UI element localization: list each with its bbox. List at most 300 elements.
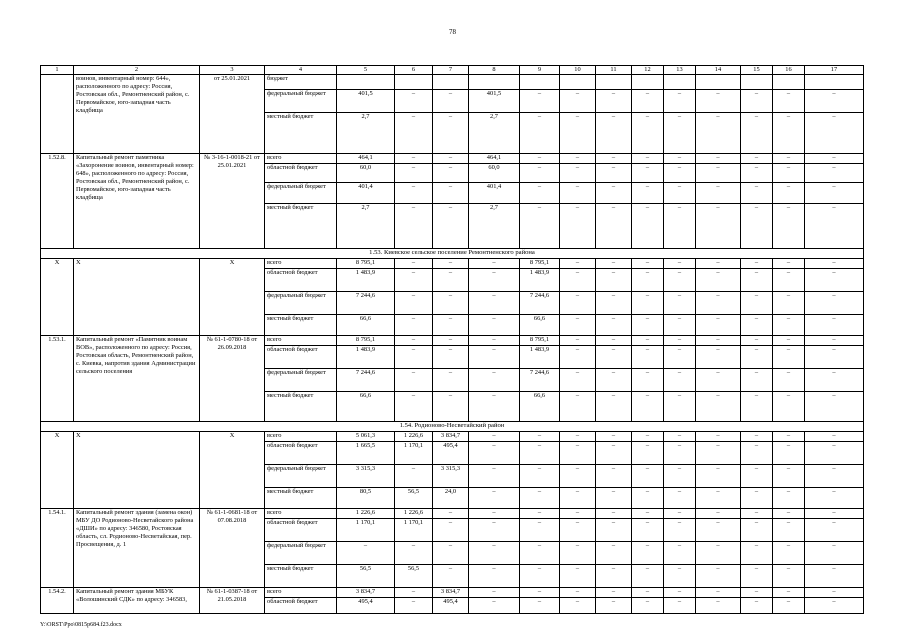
amount-cell: 56,5 (337, 565, 395, 588)
budget-source: областной бюджет (265, 164, 337, 183)
amount-cell: – (395, 164, 433, 183)
budget-source: местный бюджет (265, 565, 337, 588)
amount-cell: – (664, 90, 696, 113)
amount-cell: 3 834,7 (433, 432, 469, 442)
amount-cell: – (741, 509, 773, 519)
amount-cell: – (696, 113, 741, 154)
column-number: 9 (520, 66, 560, 75)
amount-cell: 7 244,6 (337, 369, 395, 392)
amount-cell (632, 75, 664, 90)
amount-cell: – (395, 588, 433, 598)
amount-cell: – (805, 392, 864, 422)
amount-cell: 60,0 (337, 164, 395, 183)
amount-cell: 2,7 (469, 113, 520, 154)
amount-cell: – (773, 465, 805, 488)
budget-source: федеральный бюджет (265, 369, 337, 392)
amount-cell: – (469, 292, 520, 315)
amount-cell: – (632, 154, 664, 164)
amount-cell: 1 170,1 (395, 442, 433, 465)
section-row (41, 422, 864, 432)
budget-source: областной бюджет (265, 598, 337, 614)
amount-cell: – (520, 442, 560, 465)
amount-cell: – (805, 154, 864, 164)
column-number: 10 (560, 66, 596, 75)
document-reference: Х (200, 432, 265, 509)
amount-cell: – (433, 519, 469, 542)
amount-cell: 5 061,3 (337, 432, 395, 442)
amount-cell: – (469, 259, 520, 269)
budget-table (40, 65, 864, 614)
amount-cell: – (696, 442, 741, 465)
budget-source: местный бюджет (265, 488, 337, 509)
amount-cell: – (805, 259, 864, 269)
amount-cell: – (520, 113, 560, 154)
column-number: 3 (200, 66, 265, 75)
amount-cell: – (596, 509, 632, 519)
amount-cell: 1 483,9 (337, 269, 395, 292)
amount-cell: – (664, 315, 696, 336)
budget-source: областной бюджет (265, 442, 337, 465)
amount-cell: – (696, 259, 741, 269)
amount-cell: 66,6 (337, 315, 395, 336)
amount-cell: – (741, 369, 773, 392)
amount-cell: – (696, 269, 741, 292)
amount-cell: – (741, 542, 773, 565)
amount-cell: – (805, 369, 864, 392)
amount-cell: – (664, 392, 696, 422)
amount-cell: – (773, 509, 805, 519)
amount-cell: 1 170,1 (337, 519, 395, 542)
amount-cell: – (696, 369, 741, 392)
amount-cell: – (596, 488, 632, 509)
amount-cell: – (395, 154, 433, 164)
amount-cell (664, 75, 696, 90)
amount-cell: – (520, 90, 560, 113)
amount-cell: – (773, 154, 805, 164)
amount-cell: 66,6 (520, 315, 560, 336)
amount-cell: – (805, 292, 864, 315)
object-description: Капитальный ремонт здания МБУК «Волошинский СДК» по адресу: 346583, (74, 588, 200, 614)
amount-cell: 495,4 (433, 442, 469, 465)
amount-cell: 56,5 (395, 488, 433, 509)
amount-cell: – (741, 259, 773, 269)
amount-cell: – (664, 369, 696, 392)
amount-cell (337, 75, 395, 90)
amount-cell: 3 834,7 (433, 588, 469, 598)
amount-cell: 464,1 (469, 154, 520, 164)
amount-cell: – (596, 565, 632, 588)
amount-cell: – (433, 292, 469, 315)
item-number: 1.54.2. (41, 588, 74, 614)
amount-cell: 1 665,5 (337, 442, 395, 465)
amount-cell: – (741, 113, 773, 154)
amount-cell: – (632, 113, 664, 154)
amount-cell: – (469, 598, 520, 614)
amount-cell: 1 483,9 (520, 269, 560, 292)
amount-cell: 1 226,6 (337, 509, 395, 519)
amount-cell: – (741, 292, 773, 315)
amount-cell: – (632, 442, 664, 465)
table-body (41, 66, 864, 614)
amount-cell: – (395, 465, 433, 488)
amount-cell (773, 75, 805, 90)
amount-cell: – (696, 164, 741, 183)
amount-cell: 1 483,9 (337, 346, 395, 369)
amount-cell: – (560, 315, 596, 336)
amount-cell: – (741, 488, 773, 509)
amount-cell: – (805, 269, 864, 292)
amount-cell: – (773, 113, 805, 154)
amount-cell: – (773, 432, 805, 442)
amount-cell: – (741, 565, 773, 588)
amount-cell: – (596, 154, 632, 164)
amount-cell: – (805, 336, 864, 346)
amount-cell: – (741, 269, 773, 292)
amount-cell: 3 315,3 (337, 465, 395, 488)
amount-cell: – (741, 598, 773, 614)
amount-cell: – (664, 154, 696, 164)
budget-source: всего (265, 336, 337, 346)
amount-cell: – (596, 598, 632, 614)
amount-cell: – (696, 204, 741, 249)
amount-cell: – (741, 465, 773, 488)
amount-cell: – (560, 542, 596, 565)
amount-cell: – (560, 565, 596, 588)
amount-cell: – (433, 90, 469, 113)
amount-cell: – (741, 154, 773, 164)
amount-cell: – (560, 154, 596, 164)
budget-source: областной бюджет (265, 346, 337, 369)
section-row (41, 249, 864, 259)
amount-cell: – (696, 588, 741, 598)
amount-cell: – (696, 465, 741, 488)
amount-cell: 1 226,6 (395, 509, 433, 519)
amount-cell (469, 75, 520, 90)
amount-cell (696, 75, 741, 90)
column-number: 8 (469, 66, 520, 75)
amount-cell: – (632, 292, 664, 315)
amount-cell: – (696, 154, 741, 164)
amount-cell: – (741, 346, 773, 369)
amount-cell: – (664, 269, 696, 292)
amount-cell: – (433, 369, 469, 392)
amount-cell: – (469, 565, 520, 588)
amount-cell: – (520, 488, 560, 509)
budget-source: областной бюджет (265, 269, 337, 292)
column-number: 2 (74, 66, 200, 75)
amount-cell: – (632, 259, 664, 269)
document-reference: № 61-1-0387-18 от 21.05.2018 (200, 588, 265, 614)
amount-cell: – (741, 432, 773, 442)
amount-cell: – (805, 565, 864, 588)
amount-cell: – (773, 315, 805, 336)
amount-cell (741, 75, 773, 90)
amount-cell: – (696, 315, 741, 336)
amount-cell: 401,4 (337, 183, 395, 204)
amount-cell: – (696, 598, 741, 614)
amount-cell: – (560, 183, 596, 204)
amount-cell: 401,5 (337, 90, 395, 113)
budget-source: федеральный бюджет (265, 465, 337, 488)
amount-cell: 2,7 (469, 204, 520, 249)
amount-cell: – (395, 183, 433, 204)
amount-cell: – (773, 392, 805, 422)
amount-cell: – (632, 565, 664, 588)
column-number: 15 (741, 66, 773, 75)
object-description: Х (74, 259, 200, 336)
amount-cell: – (805, 315, 864, 336)
amount-cell: – (395, 336, 433, 346)
amount-cell (560, 75, 596, 90)
amount-cell: – (560, 292, 596, 315)
amount-cell: – (664, 598, 696, 614)
amount-cell: – (560, 519, 596, 542)
budget-source: местный бюджет (265, 113, 337, 154)
amount-cell: – (805, 90, 864, 113)
column-number: 7 (433, 66, 469, 75)
amount-cell: – (696, 90, 741, 113)
amount-cell: – (773, 336, 805, 346)
amount-cell: – (520, 509, 560, 519)
column-number: 1 (41, 66, 74, 75)
amount-cell (596, 75, 632, 90)
item-number: Х (41, 432, 74, 509)
amount-cell: – (664, 488, 696, 509)
amount-cell: – (741, 442, 773, 465)
amount-cell: 1 483,9 (520, 346, 560, 369)
amount-cell: – (469, 588, 520, 598)
amount-cell: – (596, 315, 632, 336)
amount-cell: – (664, 542, 696, 565)
budget-source: федеральный бюджет (265, 90, 337, 113)
amount-cell: – (560, 509, 596, 519)
amount-cell: – (433, 259, 469, 269)
amount-cell: 8 795,1 (337, 259, 395, 269)
table-row (41, 432, 864, 442)
amount-cell: – (632, 519, 664, 542)
budget-source: всего (265, 509, 337, 519)
amount-cell: – (596, 336, 632, 346)
amount-cell: 7 244,6 (520, 369, 560, 392)
amount-cell: – (395, 204, 433, 249)
table-row (41, 154, 864, 164)
amount-cell: – (596, 204, 632, 249)
amount-cell: – (805, 542, 864, 565)
item-number: 1.52.8. (41, 154, 74, 249)
amount-cell: – (664, 509, 696, 519)
amount-cell: – (696, 346, 741, 369)
amount-cell: – (433, 336, 469, 346)
amount-cell: – (395, 346, 433, 369)
budget-source: федеральный бюджет (265, 542, 337, 565)
amount-cell: – (805, 113, 864, 154)
amount-cell: – (433, 204, 469, 249)
amount-cell: – (741, 336, 773, 346)
amount-cell: – (632, 346, 664, 369)
amount-cell: – (560, 90, 596, 113)
amount-cell: – (632, 392, 664, 422)
amount-cell: – (741, 588, 773, 598)
amount-cell: – (805, 465, 864, 488)
amount-cell (520, 75, 560, 90)
amount-cell: – (560, 442, 596, 465)
amount-cell: 2,7 (337, 113, 395, 154)
amount-cell: – (696, 488, 741, 509)
amount-cell (805, 75, 864, 90)
amount-cell: – (395, 598, 433, 614)
amount-cell: – (520, 542, 560, 565)
amount-cell: – (469, 392, 520, 422)
amount-cell: – (773, 204, 805, 249)
amount-cell: – (664, 113, 696, 154)
amount-cell: – (773, 519, 805, 542)
amount-cell: – (696, 183, 741, 204)
column-number: 11 (596, 66, 632, 75)
column-number: 6 (395, 66, 433, 75)
amount-cell: – (469, 269, 520, 292)
amount-cell: – (395, 269, 433, 292)
amount-cell: – (664, 292, 696, 315)
document-reference: от 25.01.2021 (200, 75, 265, 154)
item-number (41, 75, 74, 154)
amount-cell: – (741, 519, 773, 542)
amount-cell: – (469, 465, 520, 488)
amount-cell: – (741, 164, 773, 183)
amount-cell: – (469, 336, 520, 346)
column-number: 5 (337, 66, 395, 75)
amount-cell: – (773, 598, 805, 614)
amount-cell: 8 795,1 (520, 336, 560, 346)
amount-cell: – (805, 519, 864, 542)
budget-source: местный бюджет (265, 392, 337, 422)
amount-cell: – (433, 113, 469, 154)
amount-cell: – (664, 588, 696, 598)
amount-cell: – (741, 315, 773, 336)
amount-cell: – (596, 542, 632, 565)
amount-cell: – (596, 369, 632, 392)
column-number: 17 (805, 66, 864, 75)
budget-source: всего (265, 154, 337, 164)
amount-cell: – (560, 369, 596, 392)
amount-cell: – (469, 509, 520, 519)
amount-cell: 1 226,6 (395, 432, 433, 442)
amount-cell: – (395, 315, 433, 336)
amount-cell: – (773, 183, 805, 204)
budget-source: всего (265, 432, 337, 442)
table-row (41, 75, 864, 90)
amount-cell: – (632, 598, 664, 614)
amount-cell: 3 834,7 (337, 588, 395, 598)
amount-cell: – (469, 519, 520, 542)
amount-cell: – (696, 519, 741, 542)
table-row (41, 259, 864, 269)
amount-cell (433, 75, 469, 90)
amount-cell: – (773, 90, 805, 113)
amount-cell: – (773, 565, 805, 588)
amount-cell: – (469, 315, 520, 336)
column-number-row (41, 66, 864, 75)
file-path-footer: Y:\ORST\Ppo\0815p684.f23.docx (40, 622, 122, 628)
amount-cell: – (520, 588, 560, 598)
amount-cell: – (520, 154, 560, 164)
amount-cell: 3 315,3 (433, 465, 469, 488)
amount-cell: 24,0 (433, 488, 469, 509)
amount-cell: – (433, 269, 469, 292)
object-description: Х (74, 432, 200, 509)
amount-cell: – (395, 90, 433, 113)
amount-cell: – (805, 488, 864, 509)
amount-cell: – (520, 432, 560, 442)
amount-cell: – (805, 588, 864, 598)
amount-cell: – (664, 565, 696, 588)
amount-cell: – (596, 259, 632, 269)
amount-cell: 495,4 (337, 598, 395, 614)
amount-cell: – (632, 509, 664, 519)
amount-cell: – (395, 392, 433, 422)
page-number: 78 (449, 28, 456, 36)
amount-cell: – (560, 336, 596, 346)
budget-source: местный бюджет (265, 315, 337, 336)
amount-cell: – (596, 292, 632, 315)
amount-cell: 1 170,1 (395, 519, 433, 542)
amount-cell: – (433, 183, 469, 204)
column-number: 4 (265, 66, 337, 75)
amount-cell: – (664, 465, 696, 488)
amount-cell: – (696, 432, 741, 442)
amount-cell: – (664, 346, 696, 369)
amount-cell: – (520, 598, 560, 614)
amount-cell: – (560, 392, 596, 422)
budget-source: федеральный бюджет (265, 183, 337, 204)
table-row (41, 336, 864, 346)
amount-cell: – (805, 432, 864, 442)
amount-cell: 2,7 (337, 204, 395, 249)
amount-cell: – (596, 519, 632, 542)
object-description: Капитальный ремонт здания (замена окон) МБУ ДО Родионово-Несветайского района «ДШИ» по адресу: 346580, Ростовская область, сл. Родионово-Несветайская, пер. Просвещения, д. 1 (74, 509, 200, 588)
object-description: Капитальный ремонт памятника «Захоронение воинов, инвентарный номер: 648», расположенного по адресу: Россия, Ростовская обл., Ремонтненский район, с. Первомайское, юго-западная часть кладбища (74, 154, 200, 249)
amount-cell: – (469, 346, 520, 369)
amount-cell: 401,4 (469, 183, 520, 204)
amount-cell: – (741, 392, 773, 422)
amount-cell: – (469, 488, 520, 509)
amount-cell: – (560, 113, 596, 154)
amount-cell: – (696, 565, 741, 588)
amount-cell: – (469, 542, 520, 565)
amount-cell: – (632, 183, 664, 204)
budget-source: федеральный бюджет (265, 292, 337, 315)
amount-cell: – (741, 204, 773, 249)
amount-cell: – (596, 465, 632, 488)
amount-cell: – (773, 588, 805, 598)
section-title: 1.54. Родионово-Несветайский район (41, 422, 864, 432)
column-number: 13 (664, 66, 696, 75)
item-number: 1.53.1. (41, 336, 74, 422)
amount-cell: – (433, 346, 469, 369)
amount-cell: – (664, 164, 696, 183)
amount-cell: – (596, 392, 632, 422)
amount-cell: – (632, 488, 664, 509)
object-description: Капитальный ремонт «Памятник воинам ВОВ», расположенного по адресу: Россия, Ростовская область, Ремонтненский район, с. Киевка, напротив здания Администрации сельского поселения (74, 336, 200, 422)
amount-cell: – (632, 542, 664, 565)
amount-cell: – (773, 346, 805, 369)
amount-cell: – (773, 164, 805, 183)
amount-cell: – (773, 292, 805, 315)
amount-cell: – (520, 465, 560, 488)
amount-cell: – (560, 465, 596, 488)
amount-cell: – (596, 113, 632, 154)
amount-cell: – (433, 164, 469, 183)
amount-cell: – (773, 259, 805, 269)
